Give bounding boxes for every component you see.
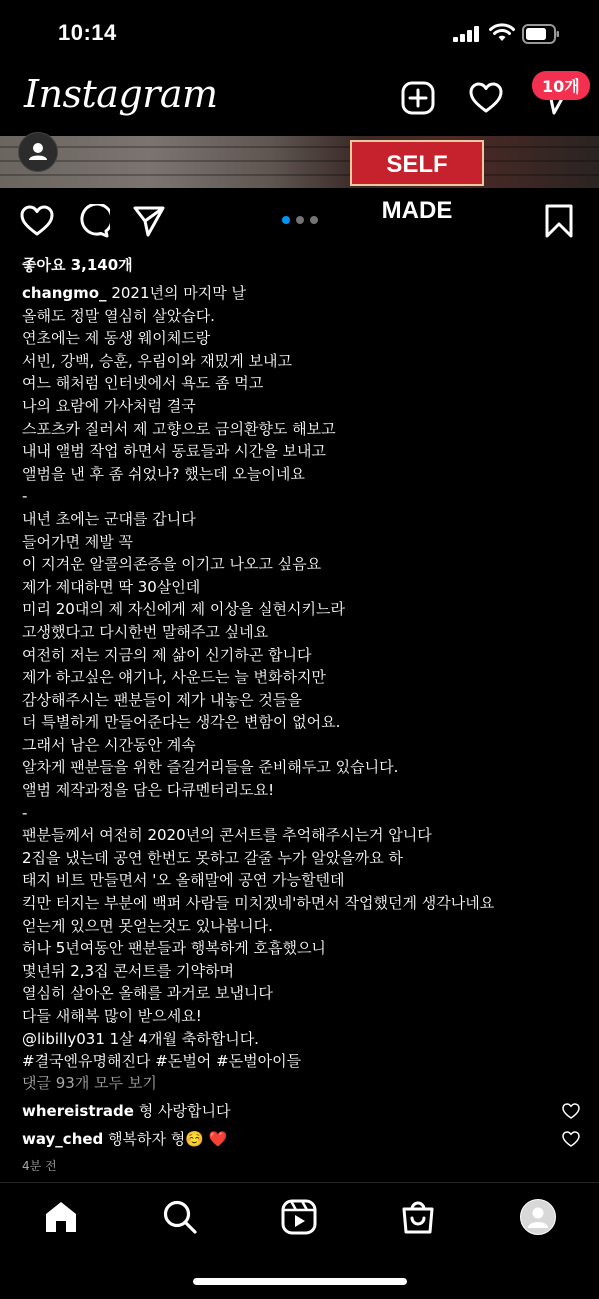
caption-line: 제가 제대하면 딱 30살인데 <box>22 577 201 596</box>
caption-line: - <box>22 487 28 506</box>
cellular-signal-icon <box>453 26 481 42</box>
caption-line: 태지 비트 만들면서 '오 올해말에 공연 가능할텐데 <box>22 871 345 890</box>
person-icon <box>521 1200 555 1234</box>
caption-line: 앨범을 낸 후 좀 쉬었나? 했는데 오늘이네요 <box>22 464 305 483</box>
caption-line: 알차게 팬분들을 위한 즐길거리들을 준비해두고 있습니다. <box>22 758 399 777</box>
comment-row <box>22 1100 230 1121</box>
tagged-user-icon[interactable] <box>18 132 58 172</box>
caption-line: 다들 새해복 많이 받으세요! <box>22 1007 202 1025</box>
new-post-icon[interactable] <box>401 81 435 115</box>
person-icon <box>19 133 57 171</box>
caption-line: 여전히 저는 지금의 제 삶이 신기하곤 합니다 <box>22 645 312 664</box>
caption-line: 킥만 터지는 부분에 백퍼 사람들 미치겠네'하면서 작업했던게 생각나네요 <box>22 894 495 913</box>
activity-heart-icon[interactable] <box>469 81 503 115</box>
share-icon[interactable] <box>132 204 166 238</box>
reels-icon[interactable] <box>281 1199 317 1235</box>
caption-line: 들어가면 제발 꼭 <box>22 532 133 551</box>
status-time: 10:14 <box>58 20 117 45</box>
like-count[interactable]: 좋아요 3,140개 <box>22 256 133 274</box>
caption-line: @libilly031 1살 4개월 축하합니다. <box>22 1029 259 1048</box>
battery-icon <box>522 23 560 45</box>
caption-line: 2집을 냈는데 공연 한번도 못하고 갈줄 누가 알았을까요 하 <box>22 848 403 867</box>
carousel-dot-active <box>282 216 290 224</box>
caption-username[interactable]: changmo_ <box>22 284 107 302</box>
comment-username[interactable]: whereistrade <box>22 1102 134 1120</box>
view-all-comments-link[interactable]: 댓글 93개 모두 보기 <box>22 1074 157 1092</box>
caption-line: 나의 요람에 가사처럼 결국 <box>22 396 196 415</box>
search-icon[interactable] <box>162 1199 198 1235</box>
post-image[interactable] <box>0 136 599 188</box>
post-caption <box>22 282 582 1073</box>
shop-bag-icon[interactable] <box>400 1199 436 1235</box>
bookmark-icon[interactable] <box>542 204 576 238</box>
caption-line: 미리 20대의 제 자신에게 제 이상을 실현시키느라 <box>22 600 346 619</box>
caption-line: 얻는게 있으면 못얻는것도 있나봅니다. <box>22 916 273 935</box>
dm-count-badge: 10개 <box>532 71 590 100</box>
comment-text: 행복하자 형☺️ ❤️ <box>108 1130 228 1148</box>
caption-line: 내내 앨범 작업 하면서 동료들과 시간을 보내고 <box>22 442 326 461</box>
comment-username[interactable]: way_ched <box>22 1130 104 1148</box>
caption-line: 연초에는 제 동생 웨이체드랑 <box>22 329 211 348</box>
caption-line: 허나 5년여동안 팬분들과 행복하게 호흡했으니 <box>22 939 326 958</box>
comment-text: 형 사랑합니다 <box>138 1102 231 1120</box>
comment-row <box>22 1128 227 1149</box>
caption-line: 서빈, 강백, 승훈, 우림이와 재밌게 보내고 <box>22 351 292 370</box>
caption-line: 여느 해처럼 인터넷에서 욕도 좀 먹고 <box>22 374 264 393</box>
post-timestamp: 4분 전 <box>22 1159 57 1173</box>
home-icon[interactable] <box>43 1199 79 1235</box>
comment-like-heart-icon[interactable] <box>562 1130 580 1148</box>
caption-line: 감상해주시는 팬분들이 제가 내놓은 것들을 <box>22 690 302 709</box>
caption-line: 더 특별하게 만들어준다는 생각은 변함이 없어요. <box>22 713 341 732</box>
caption-line: 그래서 남은 시간동안 계속 <box>22 735 196 754</box>
like-heart-icon[interactable] <box>20 204 54 238</box>
caption-line: 내년 초에는 군대를 갑니다 <box>22 509 196 528</box>
home-indicator <box>193 1278 407 1285</box>
comment-icon[interactable] <box>76 204 110 238</box>
carousel-dot <box>296 216 304 224</box>
caption-line: 이 지겨운 알콜의존증을 이기고 나오고 싶음요 <box>22 555 322 574</box>
profile-avatar[interactable] <box>520 1199 556 1235</box>
caption-line: 고생했다고 다시한번 말해주고 싶네요 <box>22 622 269 641</box>
caption-line: 스포츠카 질러서 제 고향으로 금의환향도 해보고 <box>22 419 336 438</box>
caption-line: 열심히 살아온 올해를 과거로 보냅니다 <box>22 984 273 1003</box>
comment-like-heart-icon[interactable] <box>562 1102 580 1120</box>
self-made-sign: SELF MADE <box>350 140 484 186</box>
caption-line: 앨범 제작과정을 담은 다큐멘터리도요! <box>22 781 275 800</box>
caption-line: 제가 하고싶은 얘기나, 사운드는 늘 변화하지만 <box>22 668 326 687</box>
carousel-dot <box>310 216 318 224</box>
instagram-logo[interactable]: Instagram <box>24 72 218 116</box>
caption-line: changmo_ 2021년의 마지막 날 <box>22 284 246 302</box>
caption-line: 올해도 정말 열심히 살았습다. <box>22 306 215 325</box>
caption-line: 팬분들께서 여전히 2020년의 콘서트를 추억해주시는거 압니다 <box>22 826 432 845</box>
caption-line: #결국엔유명해진다 #돈벌어 #돈벌아이들 <box>22 1052 302 1071</box>
caption-line: 몇년뒤 2,3집 콘서트를 기약하며 <box>22 961 235 980</box>
wifi-icon <box>489 23 515 43</box>
caption-line: - <box>22 803 28 822</box>
